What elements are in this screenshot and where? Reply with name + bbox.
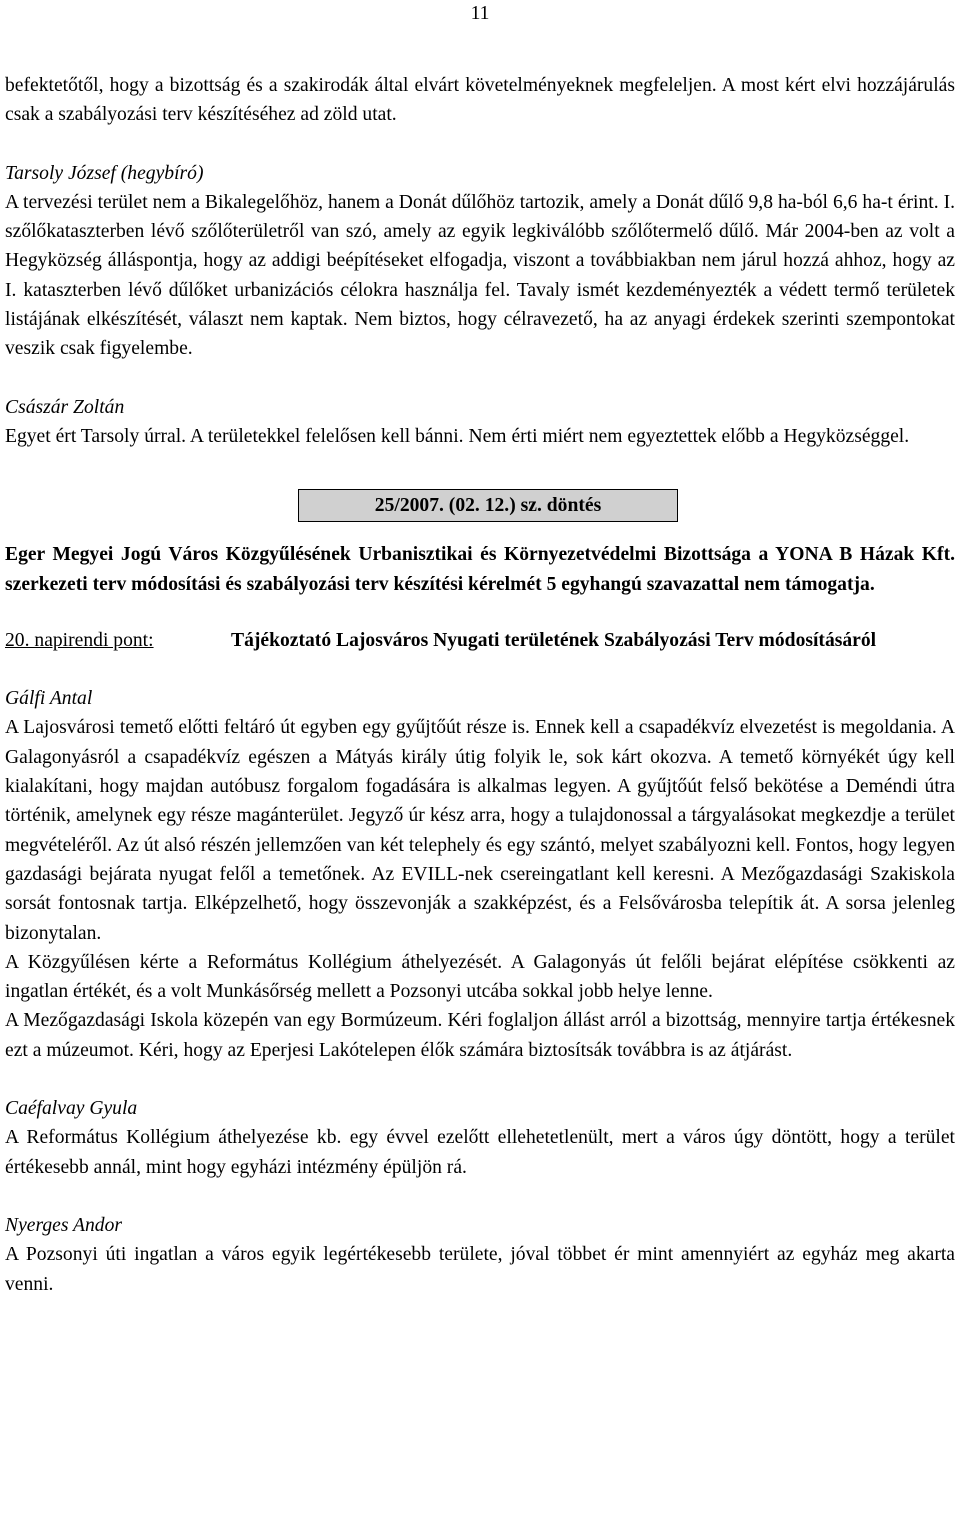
- agenda-item: [5, 626, 955, 655]
- decision-number-box: 25/2007. (02. 12.) sz. döntés: [298, 489, 678, 522]
- speaker-statement: Egyet ért Tarsoly úrral. A területekkel felelősen kell bánni. Nem érti miért nem egyeztettek előbb a Hegyközséggel.: [5, 425, 910, 447]
- speaker-name: Tarsoly József (hegybíró): [5, 162, 204, 184]
- speaker-name: Császár Zoltán: [5, 396, 125, 418]
- speaker-statement: A Mezőgazdasági Iskola közepén van egy Bormúzeum. Kéri foglaljon állást arról a bizottság, mennyire tartja értékesnek ezt a múzeumot. Kéri, hogy az Eperjesi Lakótelepen élők számára biztosítsák továbbra is az átjárást.: [5, 1010, 955, 1061]
- speaker-statement: A Közgyűlésen kérte a Református Kollégium áthelyezését. A Galagonyás út felőli bejárat elépítése csökkenti az ingatlan értékét, és a volt Munkásőrség mellett a Pozsonyi utcába sokkal jobb helye lenne.: [5, 951, 955, 1003]
- speaker-statement: A Református Kollégium áthelyezése kb. egy évvel ezelőtt ellehetetlenült, mert a város úgy döntött, hogy a terület értékesebb annál, mint hogy egyházi intézmény épüljön rá.: [5, 1127, 955, 1178]
- agenda-label: 20. napirendi pont:: [5, 629, 154, 651]
- speaker-statement: A Lajosvárosi temető előtti feltáró út egyben egy gyűjtőút része is. Ennek kell a csapadékvíz elvezetést is megoldania. A Galagonyásról a csapadékvíz egészen a Mátyás király útig folyik le, sok kárt okozva. A temető környékét úgy kell kialakítani, hogy majdan autóbusz forgalom fogadására is alkalmas legyen. A gyűjtőút felső bekötése a Deméndi útra történik, amelynek egy része magánterület. Jegyző úr kész arra, hogy a tulajdonossal a tárgyalásokat megkezdje a terület megvételéről. Az út alsó részén jellemzően van két telephely és egy szántó, melyet szabályozni kell. Fontos, hogy legyen gazdasági bejárata nyugat felől a temetőnek. Az EVILL-nek csereingatlant kell keresni. A Mezőgazdasági Szakiskola sorsát fontosnak tartja. Elképzelhető, hogy összevonják a szakképzést, és a Felsővárosba telepítik át. A sorsa jelenleg bizonytalan.: [5, 717, 955, 944]
- speaker-name: Gálfi Antal: [5, 688, 93, 710]
- paragraph-continuation: befektetőtől, hogy a bizottság és a szakirodák által elvárt követelményeknek megfeleljen. A most kért elvi hozzájárulás csak a szabályozási terv készítéséhez ad zöld utat.: [5, 75, 955, 126]
- speaker-name: Nyerges Andor: [5, 1214, 123, 1236]
- page-number: 11: [470, 3, 490, 24]
- speaker-name: Caéfalvay Gyula: [5, 1098, 138, 1120]
- agenda-title: Tájékoztató Lajosváros Nyugati területének Szabályozási Terv módosításáról: [231, 629, 877, 651]
- decision-text: Eger Megyei Jogú Város Közgyűlésének Urbanisztikai és Környezetvédelmi Bizottsága a YONA B Házak Kft. szerkezeti terv módosítási és szabályozási terv készítési kérelmét 5 egyhangú szavazattal nem támogatja.: [5, 544, 955, 595]
- document-body: [5, 71, 955, 1299]
- speaker-statement: A Pozsonyi úti ingatlan a város egyik legértékesebb területe, jóval többet ér mint amennyiért az egyház meg akarta venni.: [5, 1244, 955, 1295]
- speaker-statement: A tervezési terület nem a Bikalegelőhöz, hanem a Donát dűlőhöz tartozik, amely a Donát dűlő 9,8 ha-ból 6,6 ha-t érint. I. szőlőkataszterben lévő szőlőterületről van szó, amely az egyik legkiválóbb szőlőtermelő dűlő. Már 2004-ben az volt a Hegyközség álláspontja, hogy az addigi beépítéseket elfogadja, viszont a továbbiakban nem járul hozzá ahhoz, hogy az I. kataszterben lévő dűlőket urbanizációs célokra használja fel. Tavaly ismét kezdeményezték a védett termő területek listájának elkészítését, választ nem kaptak. Nem biztos, hogy célravezető, ha az anyagi érdekek szerinti szempontokat veszik csak figyelembe.: [5, 191, 955, 360]
